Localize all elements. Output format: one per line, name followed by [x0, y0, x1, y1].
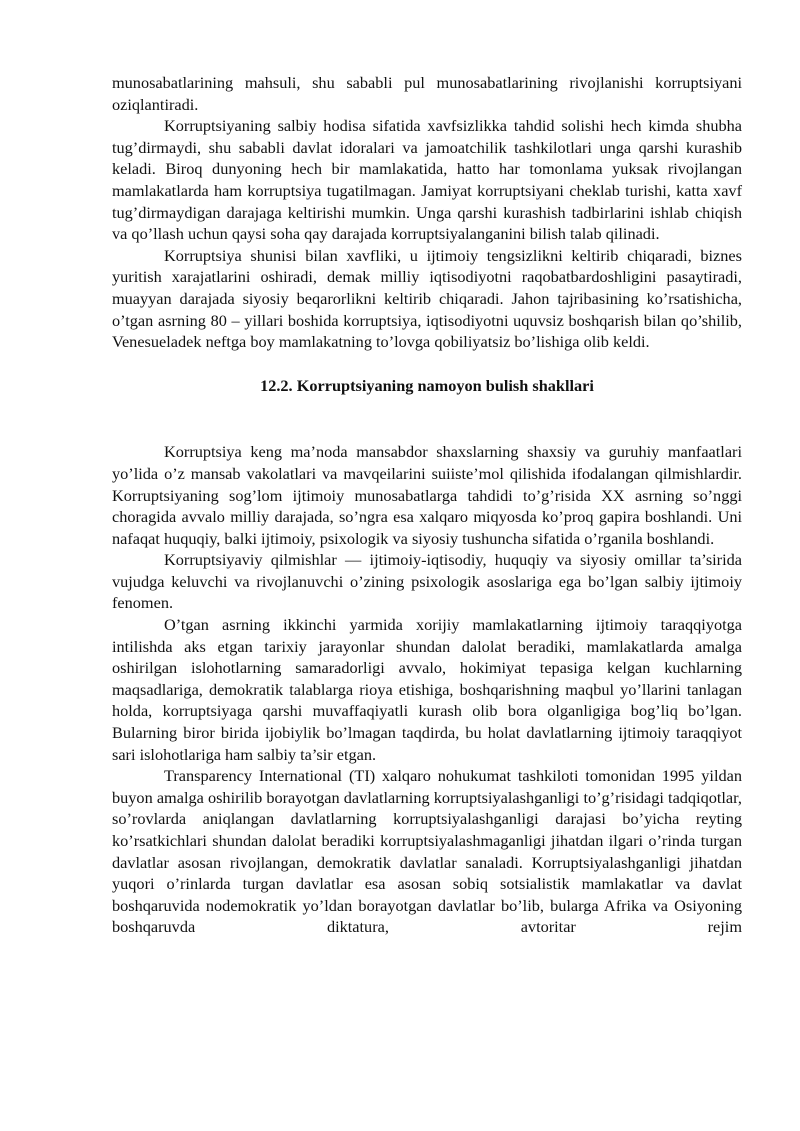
- paragraph-2: Korruptsiyaning salbiy hodisa sifatida xavfsizlikka tahdid solishi hech kimda shubha tug’dirmaydi, shu sababli davlat idoralari va jamoatchilik tashkilotlari unga qarshi kurashib keladi. Biroq dunyoning hech bir mamlakatida, hatto har tomonlama yuksak rivojlangan mamlakatlarda ham korruptsiya tugatilmagan. Jamiyat korruptsiyani cheklab turishi, katta xavf tug’dirmaydigan darajaga keltirishi mumkin. Unga qarshi kurashish tadbirlarini ishlab chiqish va qo’llash uchun qaysi soha qay darajada korruptsiyalanganini bilish talab qilinadi.: [112, 116, 742, 244]
- paragraph-6: O’tgan asrning ikkinchi yarmida xorijiy mamlakatlarning ijtimoiy taraqqiyotga intilishda aks etgan tarixiy jarayonlar shundan dalolat beradiki, mamlakatlarda amalga oshirilgan islohotlarning samaradorligi avvalo, hokimiyat tepasiga kelgan kuchlarning maqsadlariga, demokratik talablarga rioya etishiga, boshqarishning maqbul yo’llarini tanlagan holda, korruptsiyaga qarshi muvaffaqiyatli kurash olib bora olganligiga bog’liq bo’lgan. Bularning biror birida ijobiylik bo’lmagan taqdirda, bu holat davlatlarning ijtimoiy taraqqiyot sari islohotlariga ham salbiy ta’sir etgan.: [112, 615, 742, 764]
- paragraph-5: Korruptsiyaviy qilmishlar — ijtimoiy-iqtisodiy, huquqiy va siyosiy omillar ta’sirida vujudga keluvchi va rivojlanuvchi o’zining psixologik asoslariga ega bo’lgan salbiy ijtimoiy fenomen.: [112, 550, 742, 613]
- paragraph-4: Korruptsiya keng ma’noda mansabdor shaxslarning shaxsiy va guruhiy manfaatlari yo’lida o’z mansab vakolatlari va mavqeilarini suiiste’mol qilishida ifodalangan qilmishlardir. Korruptsiyaning sog’lom ijtimoiy munosabatlarga tahdidi to’g’risida XX asrning so’nggi choragida avvalo milliy darajada, so’ngra esa xalqaro miqyosda ko’proq gapira boshlandi. Uni nafaqat huquqiy, balki ijtimoiy, psixologik va siyosiy tushuncha sifatida o’rganila boshlandi.: [112, 442, 742, 548]
- paragraph-1: munosabatlarining mahsuli, shu sababli pul munosabatlarining rivojlanishi korruptsiyani oziqlantiradi.: [112, 73, 742, 114]
- paragraph-7: Transparency International (TI) xalqaro nohukumat tashkiloti tomonidan 1995 yildan buyon amalga oshirilib borayotgan davlatlarning korruptsiyalashganligi to’g’risidagi tadqiqotlar, so’rovlarda aniqlangan davlatlarning korruptsiyalashganligi darajasi bo’yicha reyting ko’rsatkichlari shundan dalolat beradiki korruptsiyalashmaganligi jihatdan ilgari o’rinda turgan davlatlar asosan rivojlangan, demokratik davlatlar sanaladi. Korruptsiyalashganligi jihatdan yuqori o’rinlarda turgan davlatlar esa asosan sobiq sotsialistik mamlakatlar va davlat boshqaruvida nodemokratik yo’ldan borayotgan davlatlar bo’lib, bularga Afrika va Osiyoning boshqaruvda diktatura, avtoritar rejim: [112, 766, 742, 937]
- paragraph-3: Korruptsiya shunisi bilan xavfliki, u ijtimoiy tengsizlikni keltirib chiqaradi, biznes yuritish xarajatlarini oshiradi, demak milliy iqtisodiyotni raqobatbardoshligini pasaytiradi, muayyan darajada siyosiy beqarorlikni keltirib chiqaradi. Jahon tajribasining ko’rsatishicha, o’tgan asrning 80 – yillari boshida korruptsiya, iqtisodiyotni uquvsiz boshqarish bilan qo’shilib, Venesueladek neftga boy mamlakatning to’lovga qobiliyatsiz bo’lishiga olib keldi.: [112, 245, 742, 352]
- section-heading: 12.2. Korruptsiyaning namoyon bulish shakllari: [260, 375, 594, 395]
